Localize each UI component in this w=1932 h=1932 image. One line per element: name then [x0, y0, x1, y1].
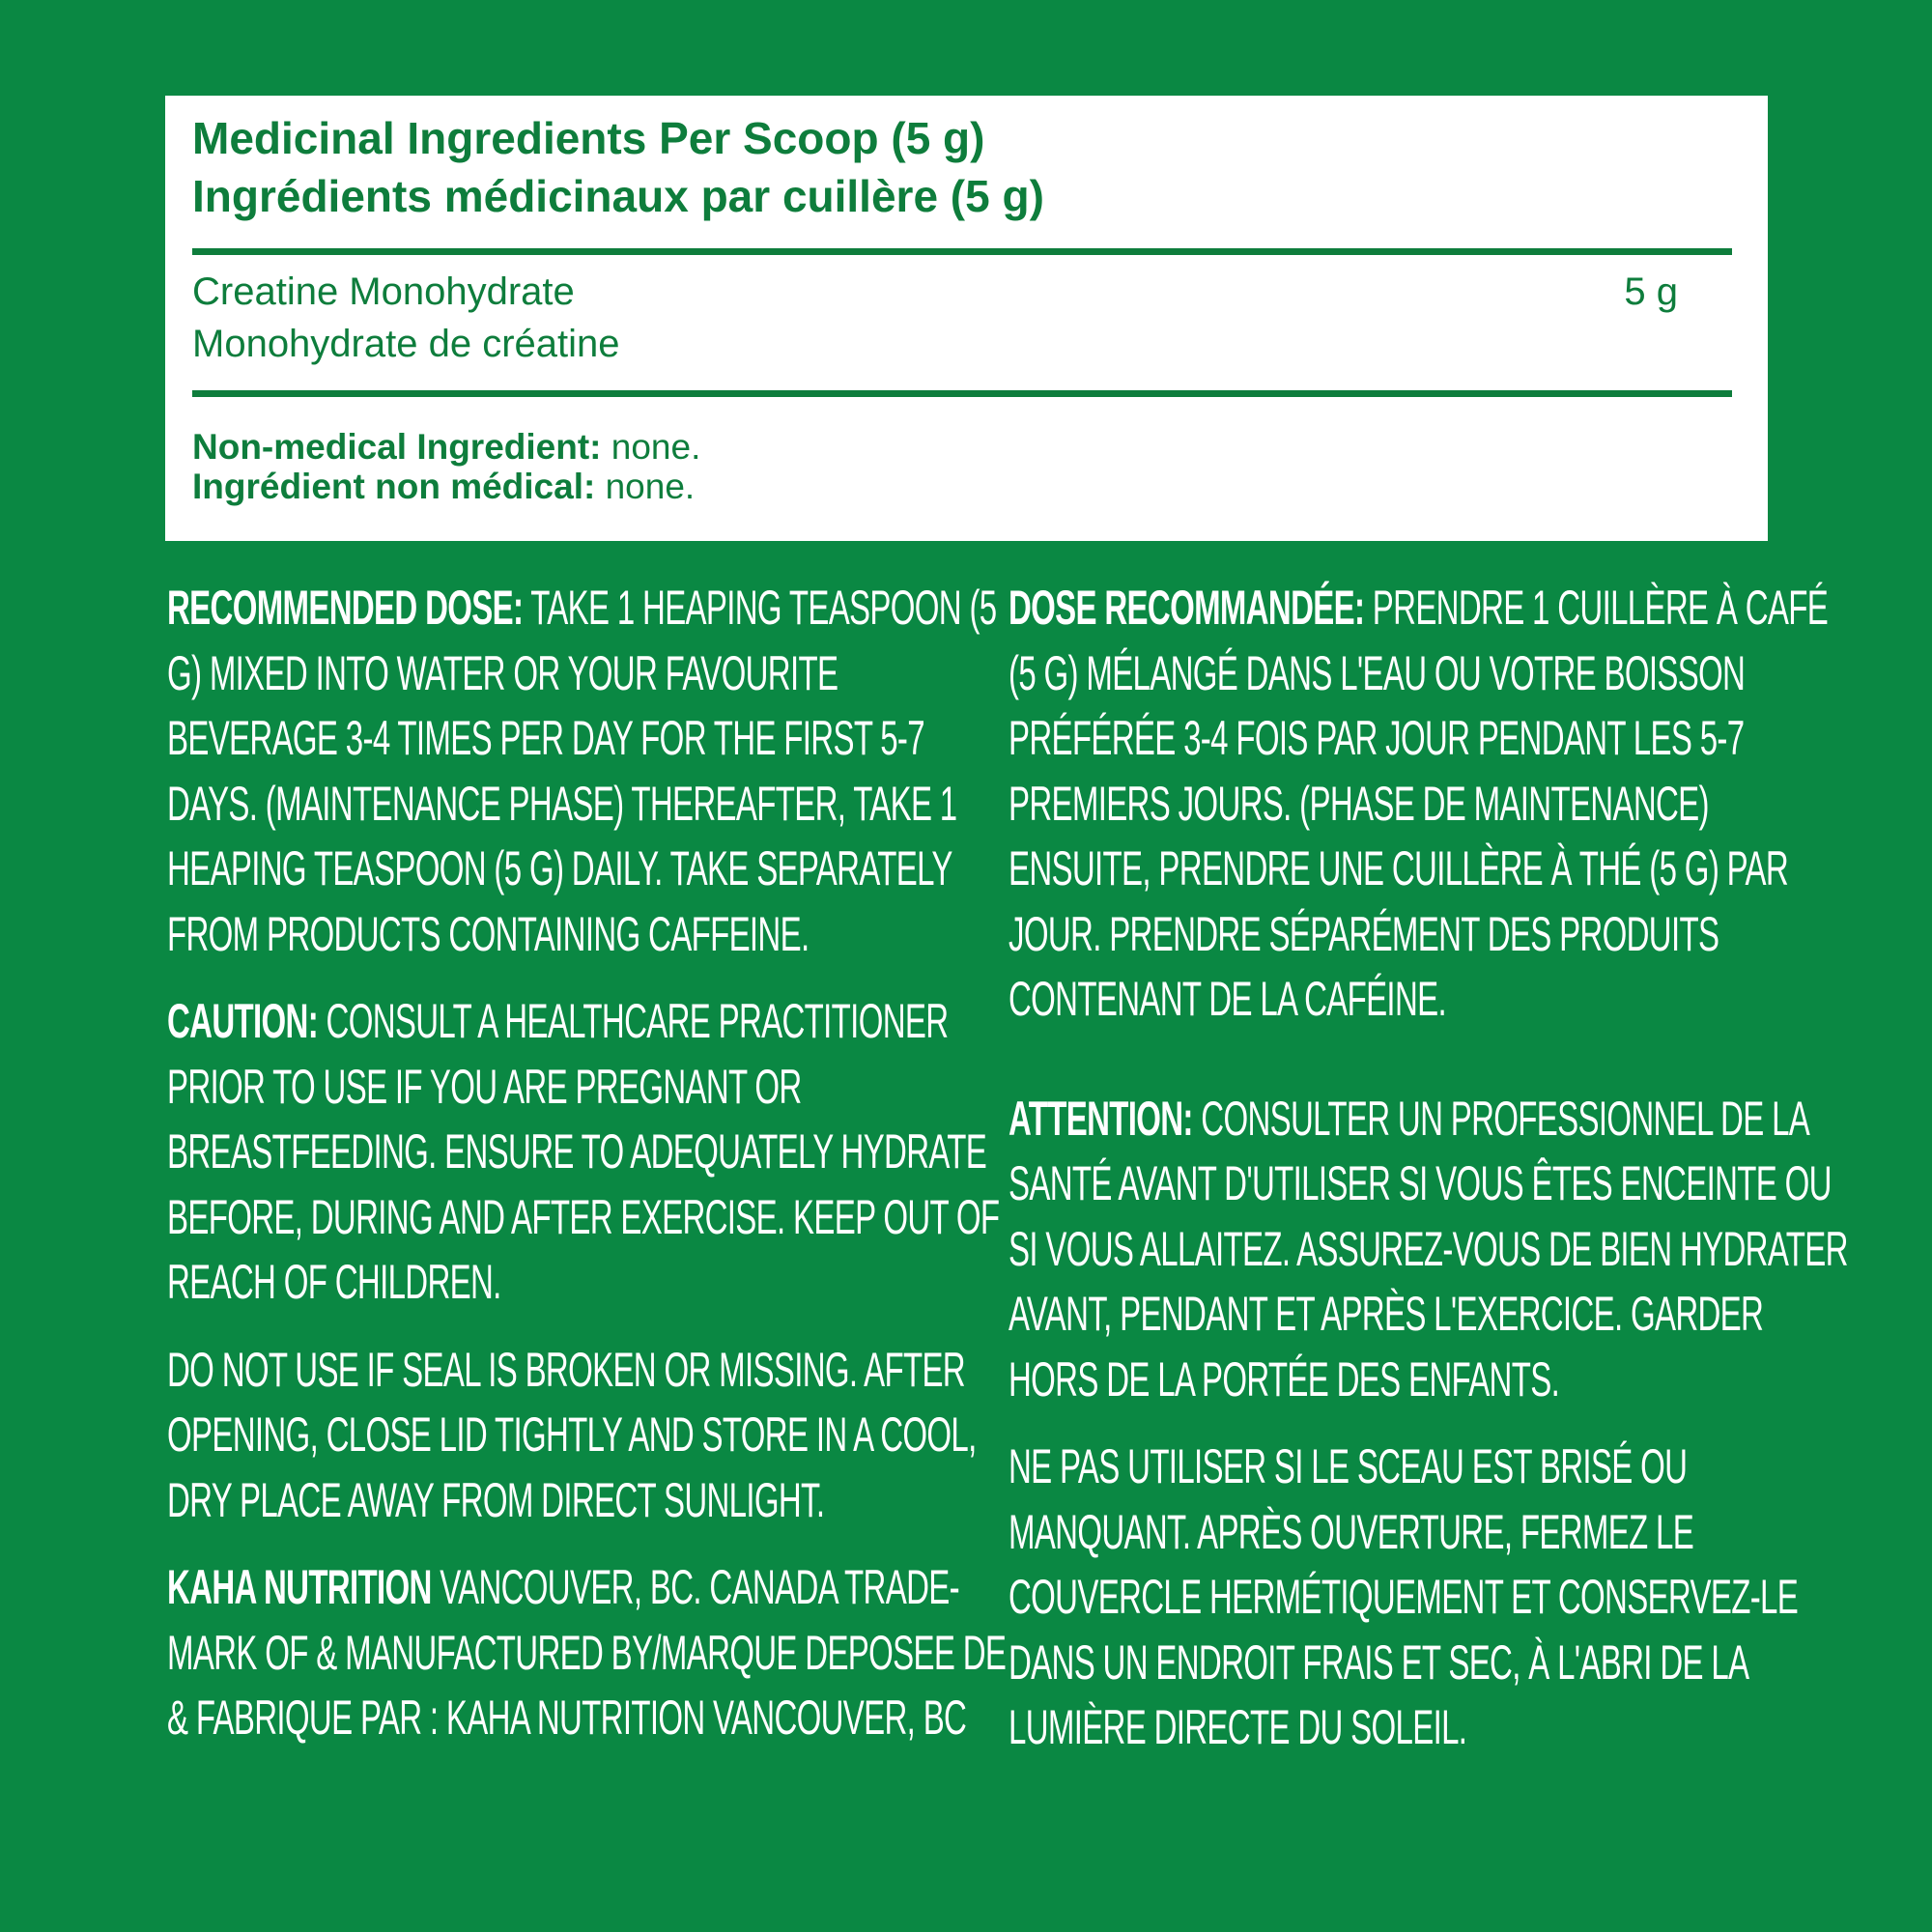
- non-medical-value-fr: none.: [595, 467, 696, 506]
- ingredients-heading-en: Medicinal Ingredients Per Scoop (5 g): [192, 113, 985, 163]
- non-medical-ingredients: [192, 427, 700, 506]
- recommended-dose-text-en: TAKE 1 HEAPING TEASPOON (5 G) MIXED INTO WATER OR YOUR FAVOURITE BEVERAGE 3-4 TIMES PER DAY FOR THE FIRST 5-7 DAYS. (MAINTENANCE PHASE) THEREAFTER, TAKE 1 HEAPING TEASPOON (5 G) DAILY. TAKE SEPARATELY FROM PRODUCTS CONTAINING CAFFEINE.: [167, 581, 997, 961]
- recommended-dose-fr: [1009, 576, 1857, 1033]
- caution-text-en: CONSULT A HEALTHCARE PRACTITIONER PRIOR TO USE IF YOU ARE PREGNANT OR BREASTFEEDING. ENSURE TO ADEQUATELY HYDRATE BEFORE, DURING AND AFTER EXERCISE. KEEP OUT OF REACH OF CHILDREN.: [167, 994, 1000, 1309]
- divider-top: [192, 248, 1732, 255]
- attention-fr: [1009, 1087, 1857, 1413]
- non-medical-fr: [192, 467, 700, 506]
- attention-text-fr: CONSULTER UN PROFESSIONNEL DE LA SANTÉ AVANT D'UTILISER SI VOUS ÊTES ENCEINTE OU SI VOUS ALLAITEZ. ASSUREZ-VOUS DE BIEN HYDRATER AVANT, PENDANT ET APRÈS L'EXERCICE. GARDER HORS DE LA PORTÉE DES ENFANTS.: [1009, 1091, 1848, 1406]
- ingredient-name-en: Creatine Monohydrate: [192, 270, 575, 313]
- storage-en: DO NOT USE IF SEAL IS BROKEN OR MISSING. AFTER OPENING, CLOSE LID TIGHTLY AND STORE IN A COOL, DRY PLACE AWAY FROM DIRECT SUNLIGHT.: [167, 1342, 977, 1527]
- caution-en: [167, 989, 1009, 1316]
- attention-label-fr: ATTENTION:: [1009, 1091, 1193, 1146]
- divider-bottom: [192, 390, 1732, 397]
- non-medical-label-fr: Ingrédient non médical:: [192, 467, 596, 506]
- brand-address: VANCOUVER, BC. CANADA TRADE-MARK OF & MANUFACTURED BY/MARQUE DEPOSEE DE & FABRIQUE PAR : KAHA NUTRITION VANCOUVER, BC: [167, 1560, 1007, 1745]
- ingredient-amount: 5 g: [1624, 270, 1678, 313]
- non-medical-value-en: none.: [601, 427, 701, 467]
- ingredients-heading-fr: Ingrédients médicinaux par cuillère (5 g): [192, 171, 1044, 221]
- medicinal-ingredients-panel: [165, 96, 1768, 541]
- recommended-dose-label-fr: DOSE RECOMMANDÉE:: [1009, 581, 1365, 635]
- brand-name: KAHA NUTRITION: [167, 1560, 432, 1614]
- brand-info: [167, 1555, 1009, 1751]
- ingredients-heading: [192, 109, 1728, 225]
- recommended-dose-label-en: RECOMMENDED DOSE:: [167, 581, 524, 635]
- english-directions-column: [167, 576, 1009, 1751]
- storage-fr: NE PAS UTILISER SI LE SCEAU EST BRISÉ OU MANQUANT. APRÈS OUVERTURE, FERMEZ LE COUVERCLE HERMÉTIQUEMENT ET CONSERVEZ-LE DANS UN ENDROIT FRAIS ET SEC, À L'ABRI DE LA LUMIÈRE DIRECTE DU SOLEIL.: [1009, 1439, 1799, 1754]
- ingredient-name: [192, 266, 620, 370]
- non-medical-en: [192, 427, 700, 467]
- non-medical-label-en: Non-medical Ingredient:: [192, 427, 602, 467]
- caution-label-en: CAUTION:: [167, 994, 319, 1048]
- recommended-dose-en: [167, 576, 1009, 967]
- ingredient-name-fr: Monohydrate de créatine: [192, 323, 620, 365]
- french-directions-column: [1009, 576, 1857, 1761]
- recommended-dose-text-fr: PRENDRE 1 CUILLÈRE À CAFÉ (5 G) MÉLANGÉ DANS L'EAU OU VOTRE BOISSON PRÉFÉRÉE 3-4 FOIS PAR JOUR PENDANT LES 5-7 PREMIERS JOURS. (PHASE DE MAINTENANCE) ENSUITE, PRENDRE UNE CUILLÈRE À THÉ (5 G) PAR JOUR. PRENDRE SÉPARÉMENT DES PRODUITS CONTENANT DE LA CAFÉINE.: [1009, 581, 1829, 1026]
